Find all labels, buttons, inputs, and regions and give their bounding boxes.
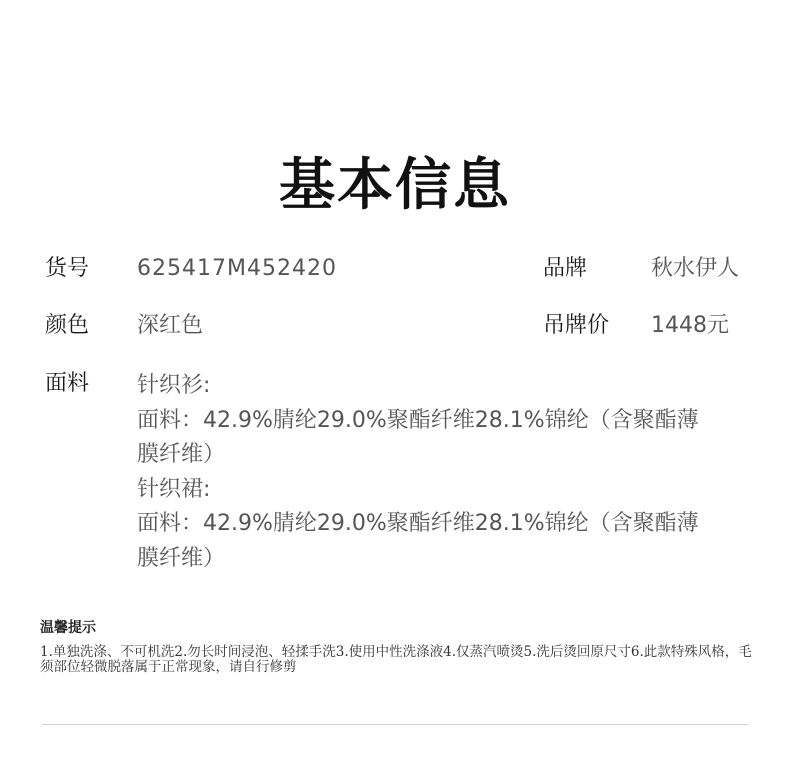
fabric-knit-skirt-composition-cont: 膜纤维） <box>137 545 226 571</box>
tips-text: 1.单独洗涤、不可机洗2.勿长时间浸泡、轻揉手洗3.使用中性洗涤液4.仅蒸汽喷烫5.洗后烫回原尺寸6.此款特殊风格，毛须部位轻微脱落属于正常现象，请自行修剪 <box>40 644 752 675</box>
brand-value: 秋水伊人 <box>651 256 740 281</box>
brand-label: 品牌 <box>543 256 588 281</box>
color-label: 颜色 <box>45 313 90 338</box>
item-no-value: 625417M452420 <box>137 256 337 281</box>
tips-title: 温馨提示 <box>40 620 96 636</box>
fabric-knit-skirt-composition: 面料：42.9%腈纶29.0%聚酯纤维28.1%锦纶（含聚酯薄 <box>137 511 699 536</box>
page-title: 基本信息 <box>279 152 511 218</box>
color-value: 深红色 <box>137 313 204 338</box>
fabric-details <box>137 369 757 576</box>
fabric-knit-top-composition-cont: 膜纤维） <box>137 442 226 467</box>
item-no-label: 货号 <box>45 256 90 281</box>
divider <box>42 724 748 725</box>
fabric-knit-skirt-heading: 针织裙: <box>137 476 211 502</box>
fabric-label: 面料 <box>45 371 90 396</box>
fabric-knit-top-heading: 针织衫: <box>137 373 211 398</box>
fabric-knit-top-composition: 面料：42.9%腈纶29.0%聚酯纤维28.1%锦纶（含聚酯薄 <box>137 407 699 433</box>
price-value: 1448元 <box>651 313 729 338</box>
price-label: 吊牌价 <box>543 313 610 338</box>
